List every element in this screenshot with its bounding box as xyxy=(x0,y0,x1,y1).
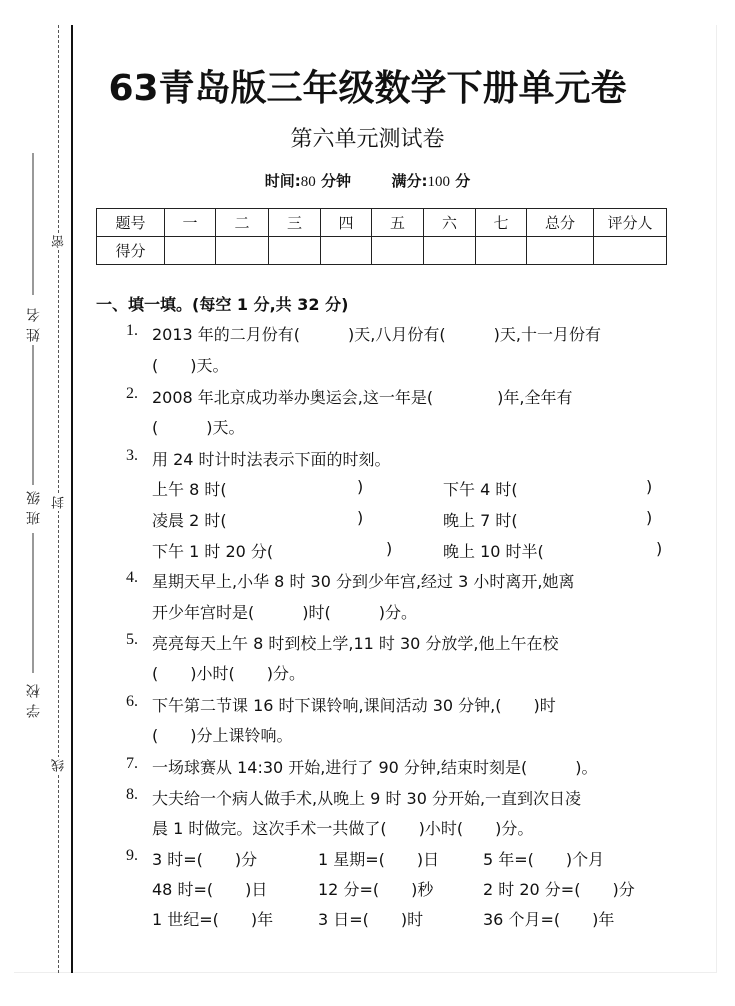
header-cell: 三 xyxy=(269,209,321,237)
page-border-right xyxy=(716,25,717,973)
answer-paren-close: ) xyxy=(357,477,364,496)
score-table-header-row xyxy=(97,209,667,237)
conversion-item: 1 世纪=( )年 xyxy=(152,910,274,929)
question-text: 2008 年北京成功举办奥运会,这一年是( )年,全年有 xyxy=(152,388,573,407)
exam-meta xyxy=(0,170,735,191)
time-label: 时间: xyxy=(264,172,301,190)
question-number: 7. xyxy=(126,755,138,772)
question-text: ( )天。 xyxy=(152,418,245,437)
class-label: 班级 xyxy=(26,485,42,525)
score-table xyxy=(96,208,667,265)
conversion-item: 1 星期=( )日 xyxy=(318,850,440,869)
answer-paren-close: ) xyxy=(656,539,663,558)
conversion-item: 3 时=( )分 xyxy=(152,850,258,869)
question-number: 1. xyxy=(126,322,138,339)
score-cell[interactable] xyxy=(321,237,372,265)
seal-mark-feng: 封 xyxy=(52,496,67,509)
question-number: 2. xyxy=(126,385,138,402)
header-cell: 六 xyxy=(424,209,476,237)
binding-solid-line xyxy=(71,25,73,973)
class-fill-line xyxy=(32,533,34,673)
full-score-unit: 分 xyxy=(455,172,471,190)
answer-paren-close: ) xyxy=(646,477,653,496)
answer-paren-close: ) xyxy=(646,508,653,527)
question-text: 2013 年的二月份有( )天,八月份有( )天,十一月份有 xyxy=(152,325,601,344)
score-cell[interactable] xyxy=(476,237,527,265)
score-cell[interactable] xyxy=(527,237,594,265)
question-text: 开少年宫时是( )时( )分。 xyxy=(152,603,417,622)
time-item-label: 凌晨 2 时( xyxy=(152,511,227,530)
school-label: 学校 xyxy=(26,678,42,718)
question-text: 大夫给一个病人做手术,从晚上 9 时 30 分开始,一直到次日凌 xyxy=(152,789,582,808)
conversion-item: 36 个月=( )年 xyxy=(483,910,615,929)
conversion-item: 48 时=( )日 xyxy=(152,880,268,899)
question-number: 3. xyxy=(126,447,138,464)
question-text: ( )小时( )分。 xyxy=(152,664,305,683)
conversion-item: 3 日=( )时 xyxy=(318,910,424,929)
question-text: 晨 1 时做完。这次手术一共做了( )小时( )分。 xyxy=(152,819,534,838)
page-subtitle: 第六单元测试卷 xyxy=(290,127,445,152)
score-cell[interactable] xyxy=(216,237,269,265)
question-text: 下午第二节课 16 时下课铃响,课间活动 30 分钟,( )时 xyxy=(152,696,556,715)
header-cell: 七 xyxy=(476,209,527,237)
time-unit: 分钟 xyxy=(321,172,352,190)
time-item-label: 上午 8 时( xyxy=(152,480,227,499)
header-cell: 二 xyxy=(216,209,269,237)
score-cell[interactable] xyxy=(424,237,476,265)
header-cell: 一 xyxy=(165,209,216,237)
question-number: 4. xyxy=(126,569,138,586)
name-label: 姓名 xyxy=(26,302,42,342)
question-number: 8. xyxy=(126,786,138,803)
score-row-label: 得分 xyxy=(97,237,165,265)
question-number: 5. xyxy=(126,631,138,648)
answer-paren-close: ) xyxy=(357,508,364,527)
conversion-item: 5 年=( )个月 xyxy=(483,850,605,869)
full-score-value: 100 xyxy=(427,174,450,190)
answer-paren-close: ) xyxy=(386,539,393,558)
seal-mark-xian: 线 xyxy=(52,759,67,772)
conversion-item: 2 时 20 分=( )分 xyxy=(483,880,635,899)
full-score-label: 满分: xyxy=(391,172,428,190)
question-text: 亮亮每天上午 8 时到校上学,11 时 30 分放学,他上午在校 xyxy=(152,634,559,653)
score-cell[interactable] xyxy=(269,237,321,265)
question-text: ( )分上课铃响。 xyxy=(152,726,293,745)
section-title: 一、填一填。(每空 1 分,共 32 分) xyxy=(96,295,349,314)
page-border-bottom xyxy=(14,972,717,973)
time-item-label: 下午 4 时( xyxy=(443,480,518,499)
score-table-score-row xyxy=(97,237,667,265)
question-number: 6. xyxy=(126,693,138,710)
time-item-label: 晚上 7 时( xyxy=(443,511,518,530)
question-text: ( )天。 xyxy=(152,356,229,375)
header-cell: 四 xyxy=(321,209,372,237)
header-cell: 评分人 xyxy=(594,209,667,237)
score-cell[interactable] xyxy=(594,237,667,265)
conversion-item: 12 分=( )秒 xyxy=(318,880,434,899)
page-title: 63青岛版三年级数学下册单元卷 xyxy=(108,68,627,109)
score-cell[interactable] xyxy=(165,237,216,265)
question-text: 用 24 时计时法表示下面的时刻。 xyxy=(152,450,391,469)
name-fill-line-bottom xyxy=(32,345,34,485)
header-cell: 五 xyxy=(372,209,424,237)
header-cell: 总分 xyxy=(527,209,594,237)
question-text: 一场球赛从 14:30 开始,进行了 90 分钟,结束时刻是( )。 xyxy=(152,758,598,777)
score-cell[interactable] xyxy=(372,237,424,265)
question-text: 星期天早上,小华 8 时 30 分到少年宫,经过 3 小时离开,她离 xyxy=(152,572,575,591)
question-number: 9. xyxy=(126,847,138,864)
header-cell: 题号 xyxy=(97,209,165,237)
seal-mark-mi: 密 xyxy=(52,235,67,248)
time-item-label: 晚上 10 时半( xyxy=(443,542,544,561)
time-item-label: 下午 1 时 20 分( xyxy=(152,542,274,561)
time-value: 80 xyxy=(300,174,316,190)
